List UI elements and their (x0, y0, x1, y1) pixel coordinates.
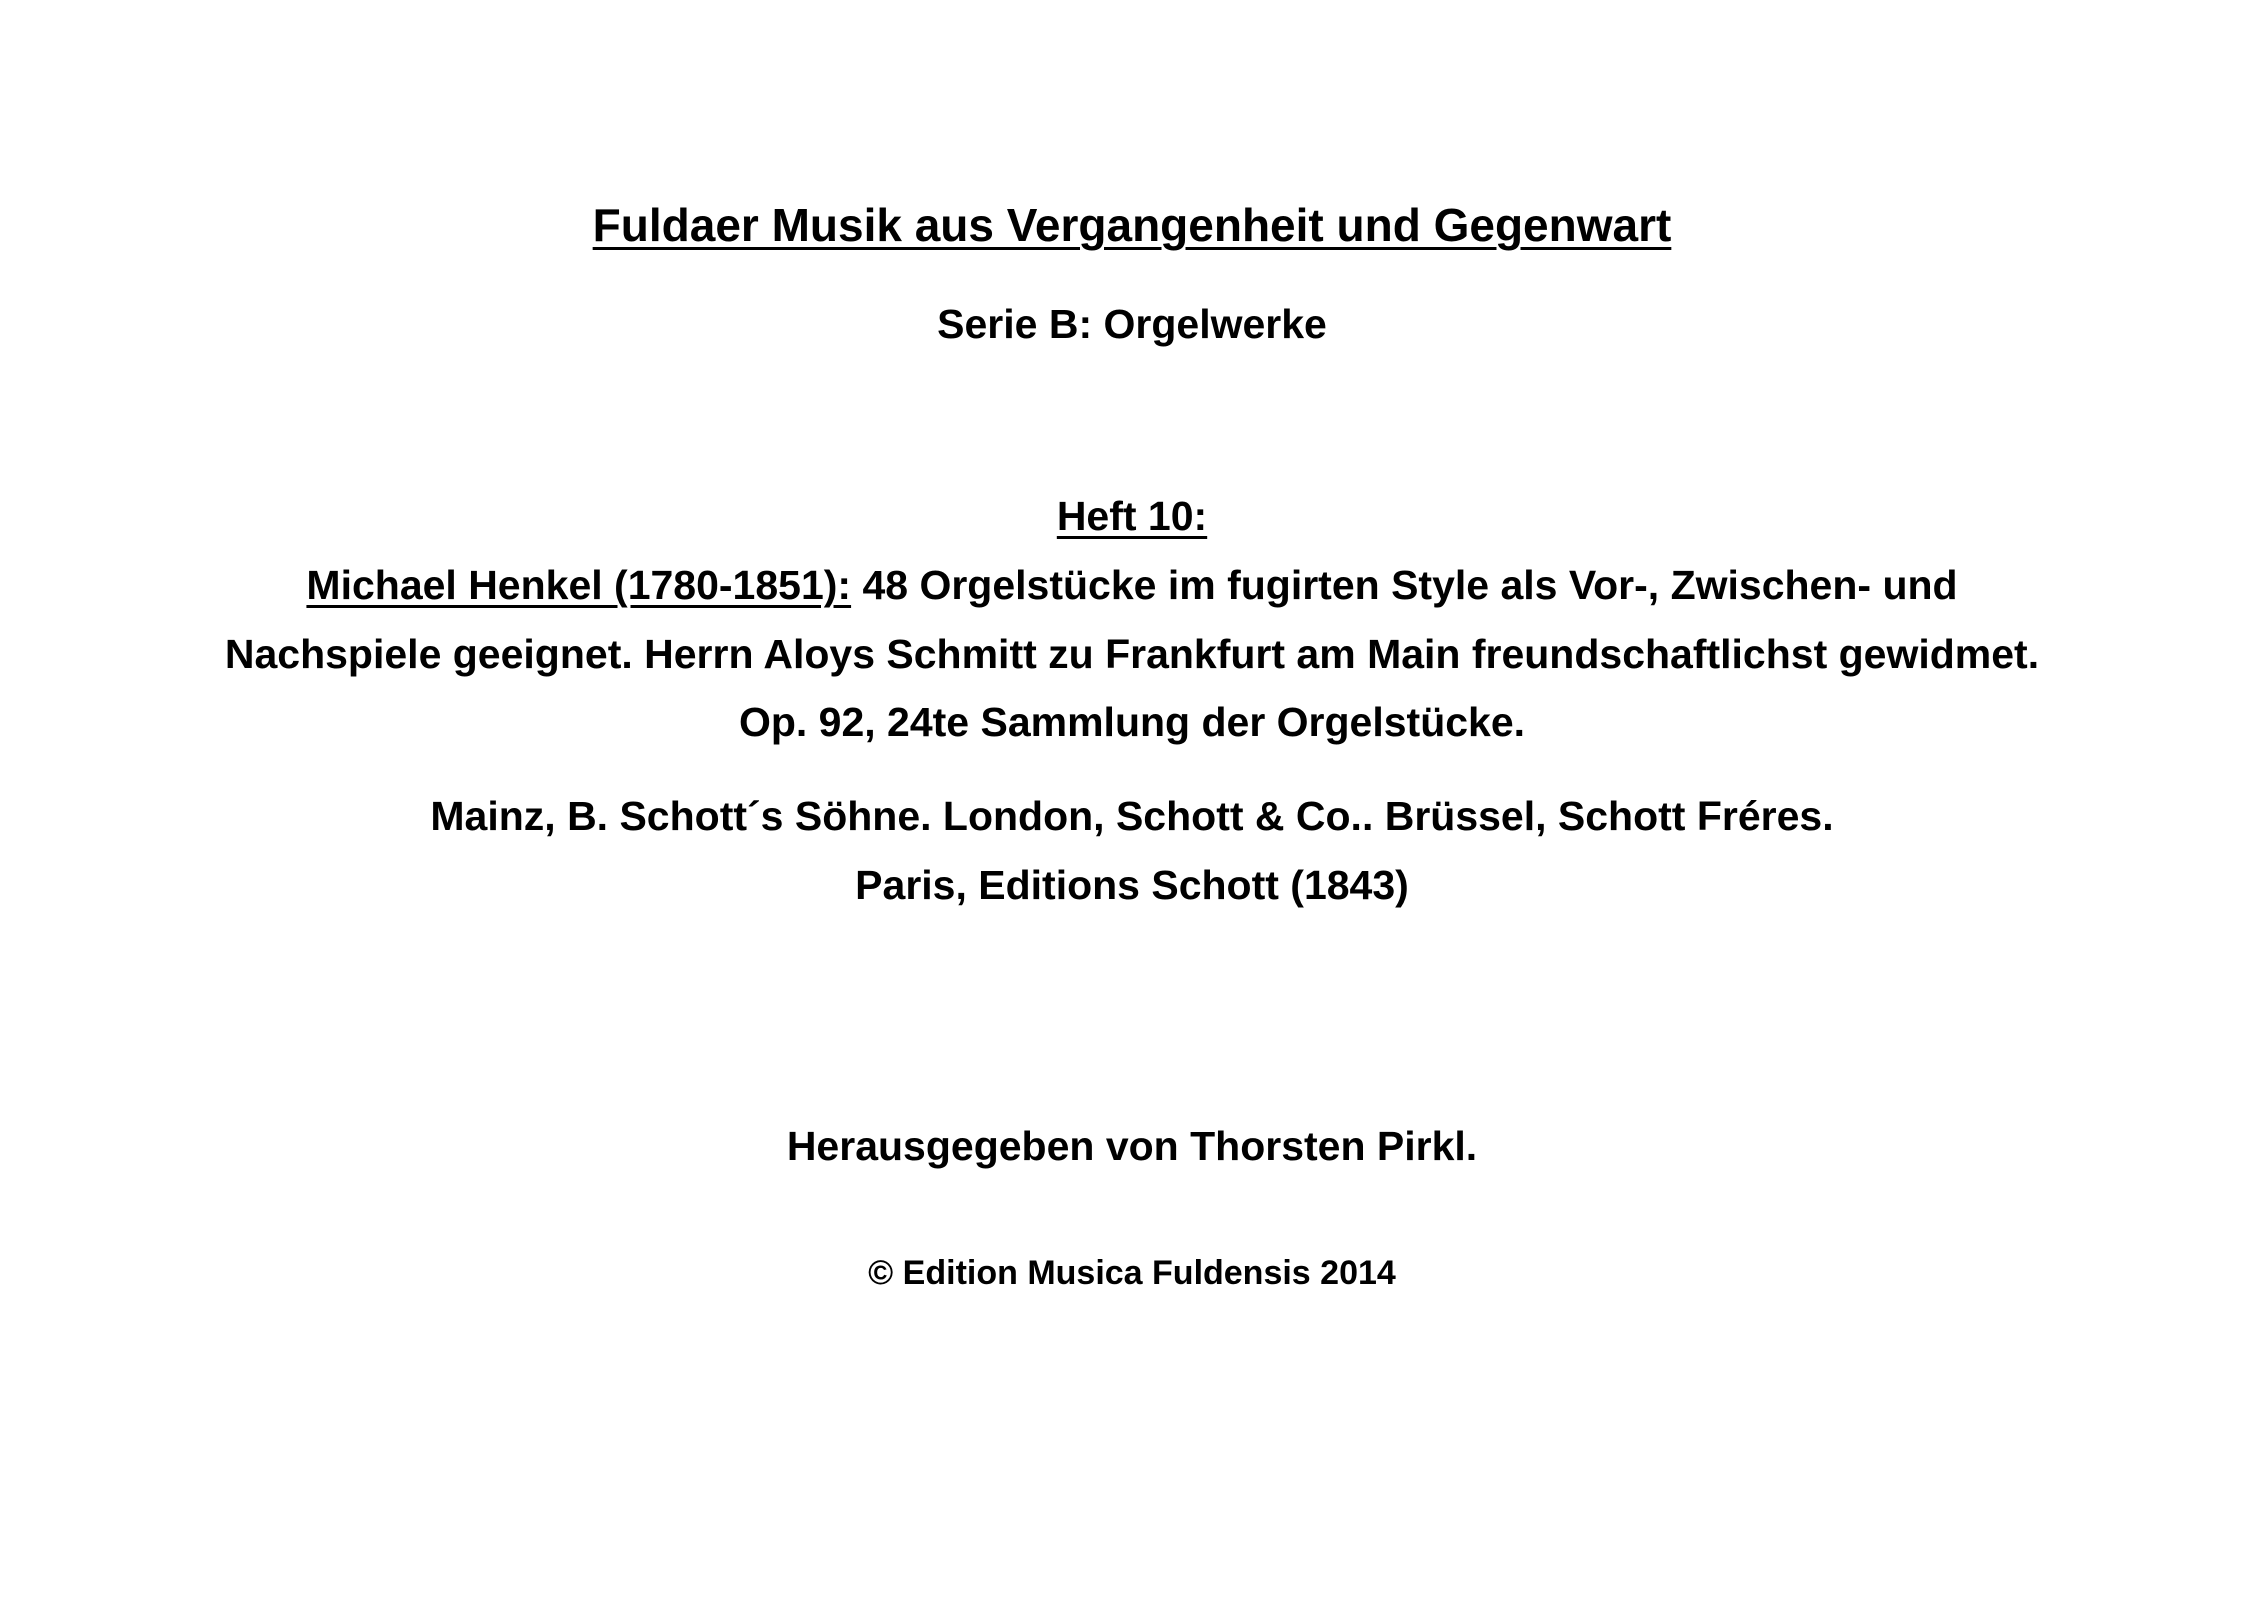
description-line-1 (0, 561, 2264, 610)
editor-line: Herausgegeben von Thorsten Pirkl. (786, 1123, 1478, 1169)
description-line-2: Nachspiele geeignet. Herrn Aloys Schmitt zu Frankfurt am Main freundschaftlichst gewidmet. (224, 631, 2040, 677)
series-subtitle: Serie B: Orgelwerke (937, 301, 1327, 347)
publisher-line-2: Paris, Editions Schott (1843) (855, 862, 1409, 908)
publisher-line-1: Mainz, B. Schott´s Söhne. London, Schott & Co.. Brüssel, Schott Fréres. (430, 793, 1834, 839)
description-line-1-text: 48 Orgelstücke im fugirten Style als Vor-, Zwischen- und (851, 562, 1958, 608)
series-title: Fuldaer Musik aus Vergangenheit und Gegenwart (592, 199, 1672, 251)
heft-label: Heft 10: (1056, 493, 1208, 539)
description-line-3: Op. 92, 24te Sammlung der Orgelstücke. (738, 699, 1526, 745)
composer-name: Michael Henkel (1780-1851): (306, 562, 852, 608)
copyright-line: © Edition Musica Fuldensis 2014 (868, 1254, 1396, 1292)
